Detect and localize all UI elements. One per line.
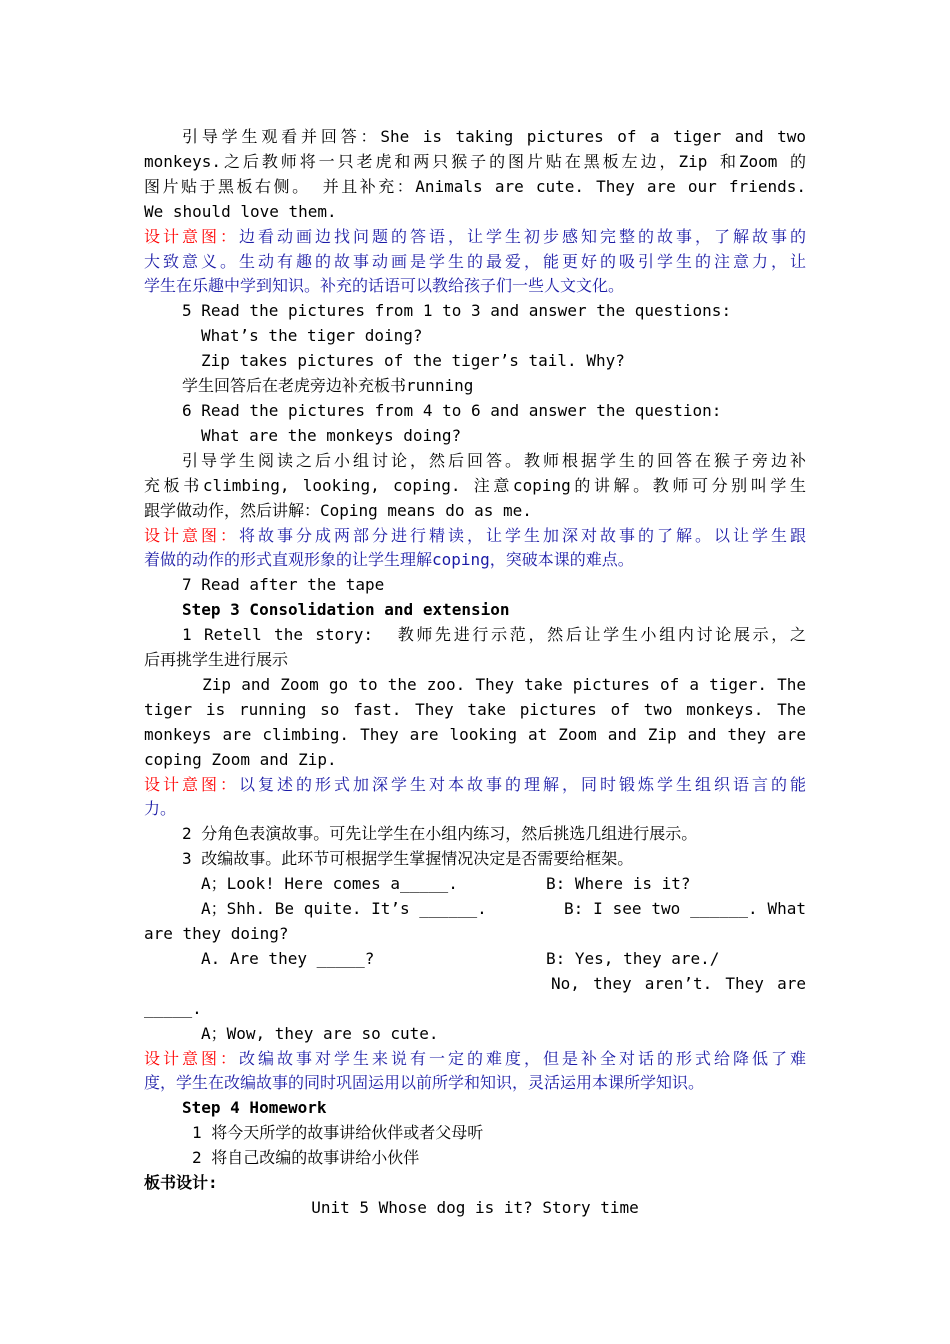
dialog-continuation: _____. [144,998,202,1018]
dialog-line-b: B: Where is it? [546,874,691,894]
dialog-line-b: B: Yes, they are./ [546,948,720,968]
story-line: monkeys are climbing. They are looking at Zoom and Zip and they are [144,724,806,744]
item-3-adapt: 3 改编故事。此环节可根据学生掌握情况决定是否需要给框架。 [182,849,634,869]
dialog-continuation: are they doing? [144,924,289,943]
text-line: 1 Retell the story: 教师先进行示范，然后让学生小组内讨论展示，之 [182,625,806,645]
intent-text: 力。 [144,799,177,819]
question: What’s the tiger doing? [201,326,423,346]
design-intent-3 [144,773,806,823]
intent-text: 大致意义。生动有趣的故事动画是学生的最爱，能更好的吸引学生的注意力，让 [144,251,806,271]
paragraph-guide-answer [144,125,806,225]
dialog-line-a: A；Shh. Be quite. It’s ______. [201,899,487,919]
board-design-label: 板书设计: [144,1173,218,1193]
dialog-line-a: A；Look! Here comes a_____. [201,874,458,894]
text-line: 引导学生观看并回答：She is taking pictures of a tiger and two [182,127,806,146]
intent-text: 度，学生在改编故事的同时巩固运用以前所学和知识，灵活运用本课所学知识。 [144,1073,705,1093]
story-line: coping Zoom and Zip. [144,749,337,769]
intent-text: 着做的动作的形式直观形象的让学生理解coping，突破本课的难点。 [144,550,634,570]
intent-label: 设计意图： [144,226,239,246]
intent-label: 设计意图： [144,525,239,545]
item-6 [144,399,806,524]
question: What are the monkeys doing? [201,425,462,445]
design-intent-4 [144,1047,806,1097]
intent-text: 学生在乐趣中学到知识。补充的话语可以教给孩子们一些人文文化。 [144,276,625,296]
intent-text: 以复述的形式加深学生对本故事的理解，同时锻炼学生组织语言的能 [239,774,806,794]
item-title: 6 Read the pictures from 4 to 6 and answer the question: [182,400,722,420]
step-heading: Step 4 Homework [182,1098,327,1118]
text-line: 后再挑学生进行展示 [144,650,289,670]
design-intent-1 [144,225,806,300]
intent-label: 设计意图： [144,1048,239,1068]
text-line: 图片贴于黑板右侧。 并且补充：Animals are cute. They are our friends. [144,176,806,196]
story-line: Zip and Zoom go to the zoo. They take pictures of a tiger. The [192,674,807,694]
text-line: monkeys.之后教师将一只老虎和两只猴子的图片贴在黑板左边，Zip 和Zoom 的 [144,151,806,171]
intent-label: 设计意图： [144,774,239,794]
story-line: tiger is running so fast. They take pictures of two monkeys. The [144,699,806,719]
text-line: 充板书climbing, looking, coping. 注意coping的讲解。教师可分别叫学生 [144,475,806,495]
intent-text: 改编故事对学生来说有一定的难度，但是补全对话的形式给降低了难 [239,1048,806,1068]
document-body [144,125,806,1221]
intent-text: 边看动画边找问题的答语，让学生初步感知完整的故事，了解故事的 [239,226,806,246]
step-3 [144,598,806,772]
item-7: 7 Read after the tape [182,575,385,595]
item-title: 5 Read the pictures from 1 to 3 and answer the questions: [182,301,732,321]
text-line: 跟学做动作，然后讲解：Coping means do as me. [144,500,532,520]
dialog-frame [144,872,806,1046]
dialog-line-b: No, they aren’t. They are [551,973,806,993]
text-line: 引导学生阅读之后小组讨论，然后回答。教师根据学生的回答在猴子旁边补 [182,450,806,470]
item-2-roleplay: 2 分角色表演故事。可先让学生在小组内练习，然后挑选几组进行展示。 [182,824,698,844]
design-intent-2 [144,524,806,574]
board-design-title: Unit 5 Whose dog is it? Story time [311,1197,639,1217]
dialog-line-a: A. Are they _____? [201,948,375,968]
text-line: We should love them. [144,201,337,221]
dialog-line-b: B: I see two ______. What [564,899,806,919]
step-4 [144,1096,806,1171]
intent-text: 将故事分成两部分进行精读，让学生加深对故事的了解。以让学生跟 [239,525,806,545]
homework-item: 2 将自己改编的故事讲给小伙伴 [192,1148,420,1168]
question: Zip takes pictures of the tiger’s tail. Why? [201,351,625,371]
item-5 [144,299,806,399]
homework-item: 1 将今天所学的故事讲给伙伴或者父母听 [192,1123,484,1143]
dialog-line-a: A；Wow, they are so cute. [201,1023,439,1043]
note: 学生回答后在老虎旁边补充板书running [182,376,474,396]
step-heading: Step 3 Consolidation and extension [182,600,510,620]
